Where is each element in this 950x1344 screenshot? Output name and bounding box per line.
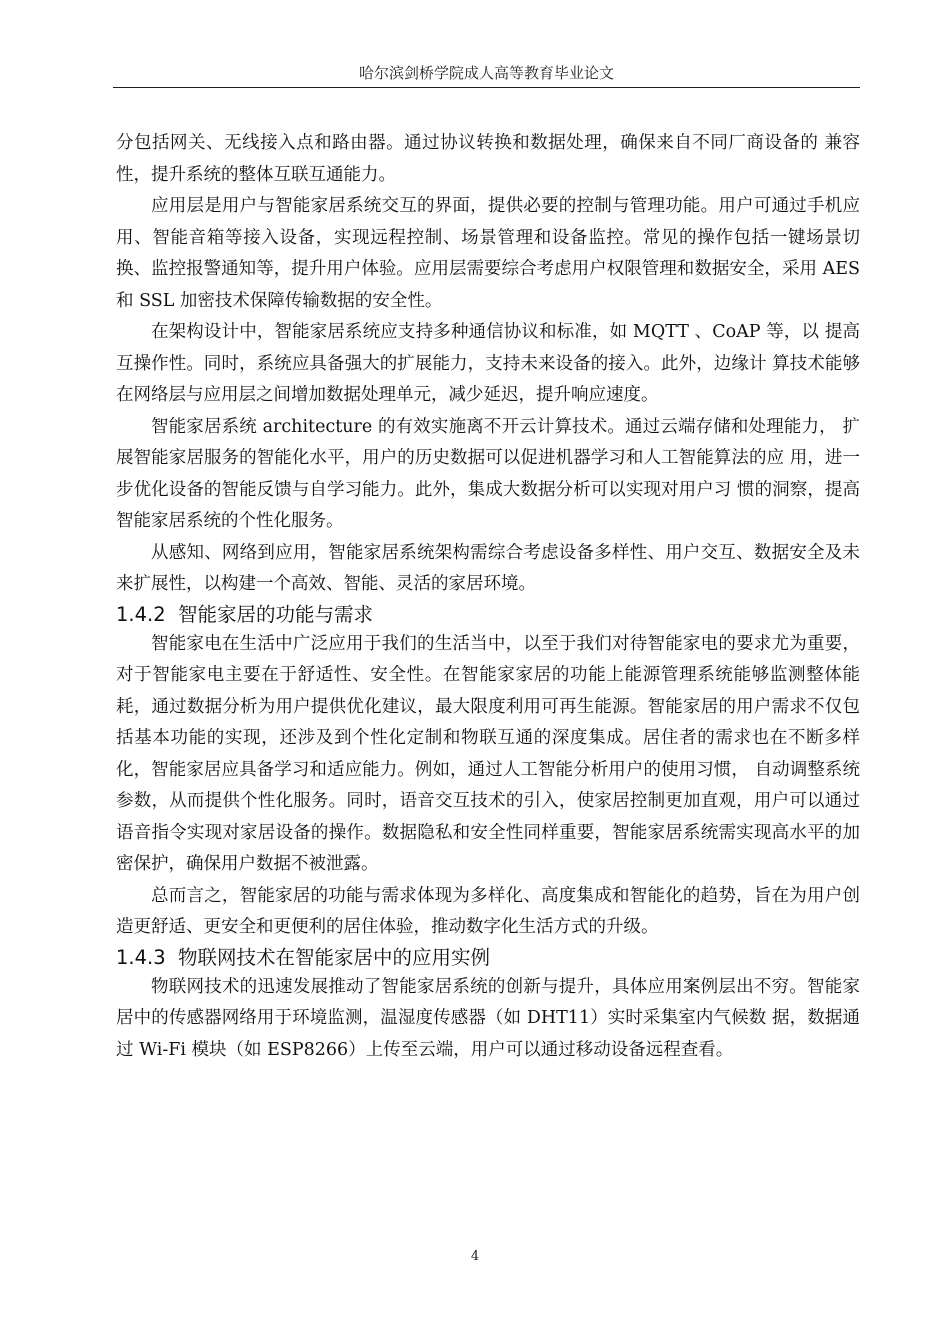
paragraph-iot-examples: 物联网技术的迅速发展推动了智能家居系统的创新与提升，具体应用案例层出不穷。智能家居中的传感器网络用于环境监测，温湿度传感器（如 DHT11）实时采集室内气候数 据，数据通过 Wi-Fi 模块（如 ESP8266）上传至云端，用户可以通过移动设备远程查看。 <box>116 976 860 1060</box>
section-heading-1-4-2 <box>116 601 860 629</box>
page-number: 4 <box>470 1249 480 1264</box>
section-number: 1.4.2 <box>116 602 166 626</box>
section-title: 物联网技术在智能家居中的应用实例 <box>178 945 491 969</box>
paragraph-architecture-summary: 从感知、网络到应用，智能家居系统架构需综合考虑设备多样性、用户交互、数据安全及未来扩展性，以构建一个高效、智能、灵活的家居环境。 <box>116 542 860 594</box>
section-number: 1.4.3 <box>116 945 166 969</box>
header-divider <box>113 87 860 88</box>
section-heading-1-4-3 <box>116 944 860 972</box>
running-header: 哈尔滨剑桥学院成人高等教育毕业论文 <box>358 64 614 82</box>
paragraph-continuation: 分包括网关、无线接入点和路由器。通过协议转换和数据处理，确保来自不同厂商设备的 兼容性，提升系统的整体互联互通能力。 <box>116 133 860 185</box>
paragraph-functions-needs: 智能家电在生活中广泛应用于我们的生活当中，以至于我们对待智能家电的要求尤为重要，对于智能家电主要在于舒适性、安全性。在智能家家居的功能上能源管理系统能够监测整体能耗，通过数据分析为用户提供优化建议，最大限度利用可再生能源。智能家居的用户需求不仅包括基本功能的实现，还涉及到个性化定制和物联互通的深度集成。居住者的需求也在不断多样化，智能家居应具备学习和适应能力。例如，通过人工智能分析用户的使用习惯， 自动调整系统参数，从而提供个性化服务。同时，语音交互技术的引入，使家居控制更加直观，用户可以通过语音指令实现对家居设备的操作。数据隐私和安全性同样重要，智能家居系统需实现高水平的加密保护，确保用户数据不被泄露。 <box>116 633 860 874</box>
paragraph-functions-summary: 总而言之，智能家居的功能与需求体现为多样化、高度集成和智能化的趋势，旨在为用户创造更舒适、更安全和更便利的居住体验，推动数字化生活方式的升级。 <box>116 885 860 937</box>
paragraph-cloud-computing: 智能家居系统 architecture 的有效实施离不开云计算技术。通过云端存储和处理能力， 扩展智能家居服务的智能化水平，用户的历史数据可以促进机器学习和人工智能算法的应 用，进一步优化设备的智能反馈与自学习能力。此外，集成大数据分析可以实现对用户习 惯的洞察，提高智能家居系统的个性化服务。 <box>116 416 860 531</box>
section-title: 智能家居的功能与需求 <box>178 602 374 626</box>
page-body <box>116 128 860 1066</box>
paragraph-architecture-design: 在架构设计中，智能家居系统应支持多种通信协议和标准，如 MQTT 、CoAP 等，以 提高互操作性。同时，系统应具备强大的扩展能力，支持未来设备的接入。此外，边缘计 算技术能够在网络层与应用层之间增加数据处理单元，减少延迟，提升响应速度。 <box>116 322 860 405</box>
paragraph-application-layer: 应用层是用户与智能家居系统交互的界面，提供必要的控制与管理功能。用户可通过手机应用、智能音箱等接入设备，实现远程控制、场景管理和设备监控。常见的操作包括一键场景切换、监控报警通知等，提升用户体验。应用层需要综合考虑用户权限管理和数据安全，采用 AES 和 SSL 加密技术保障传输数据的安全性。 <box>116 196 860 311</box>
